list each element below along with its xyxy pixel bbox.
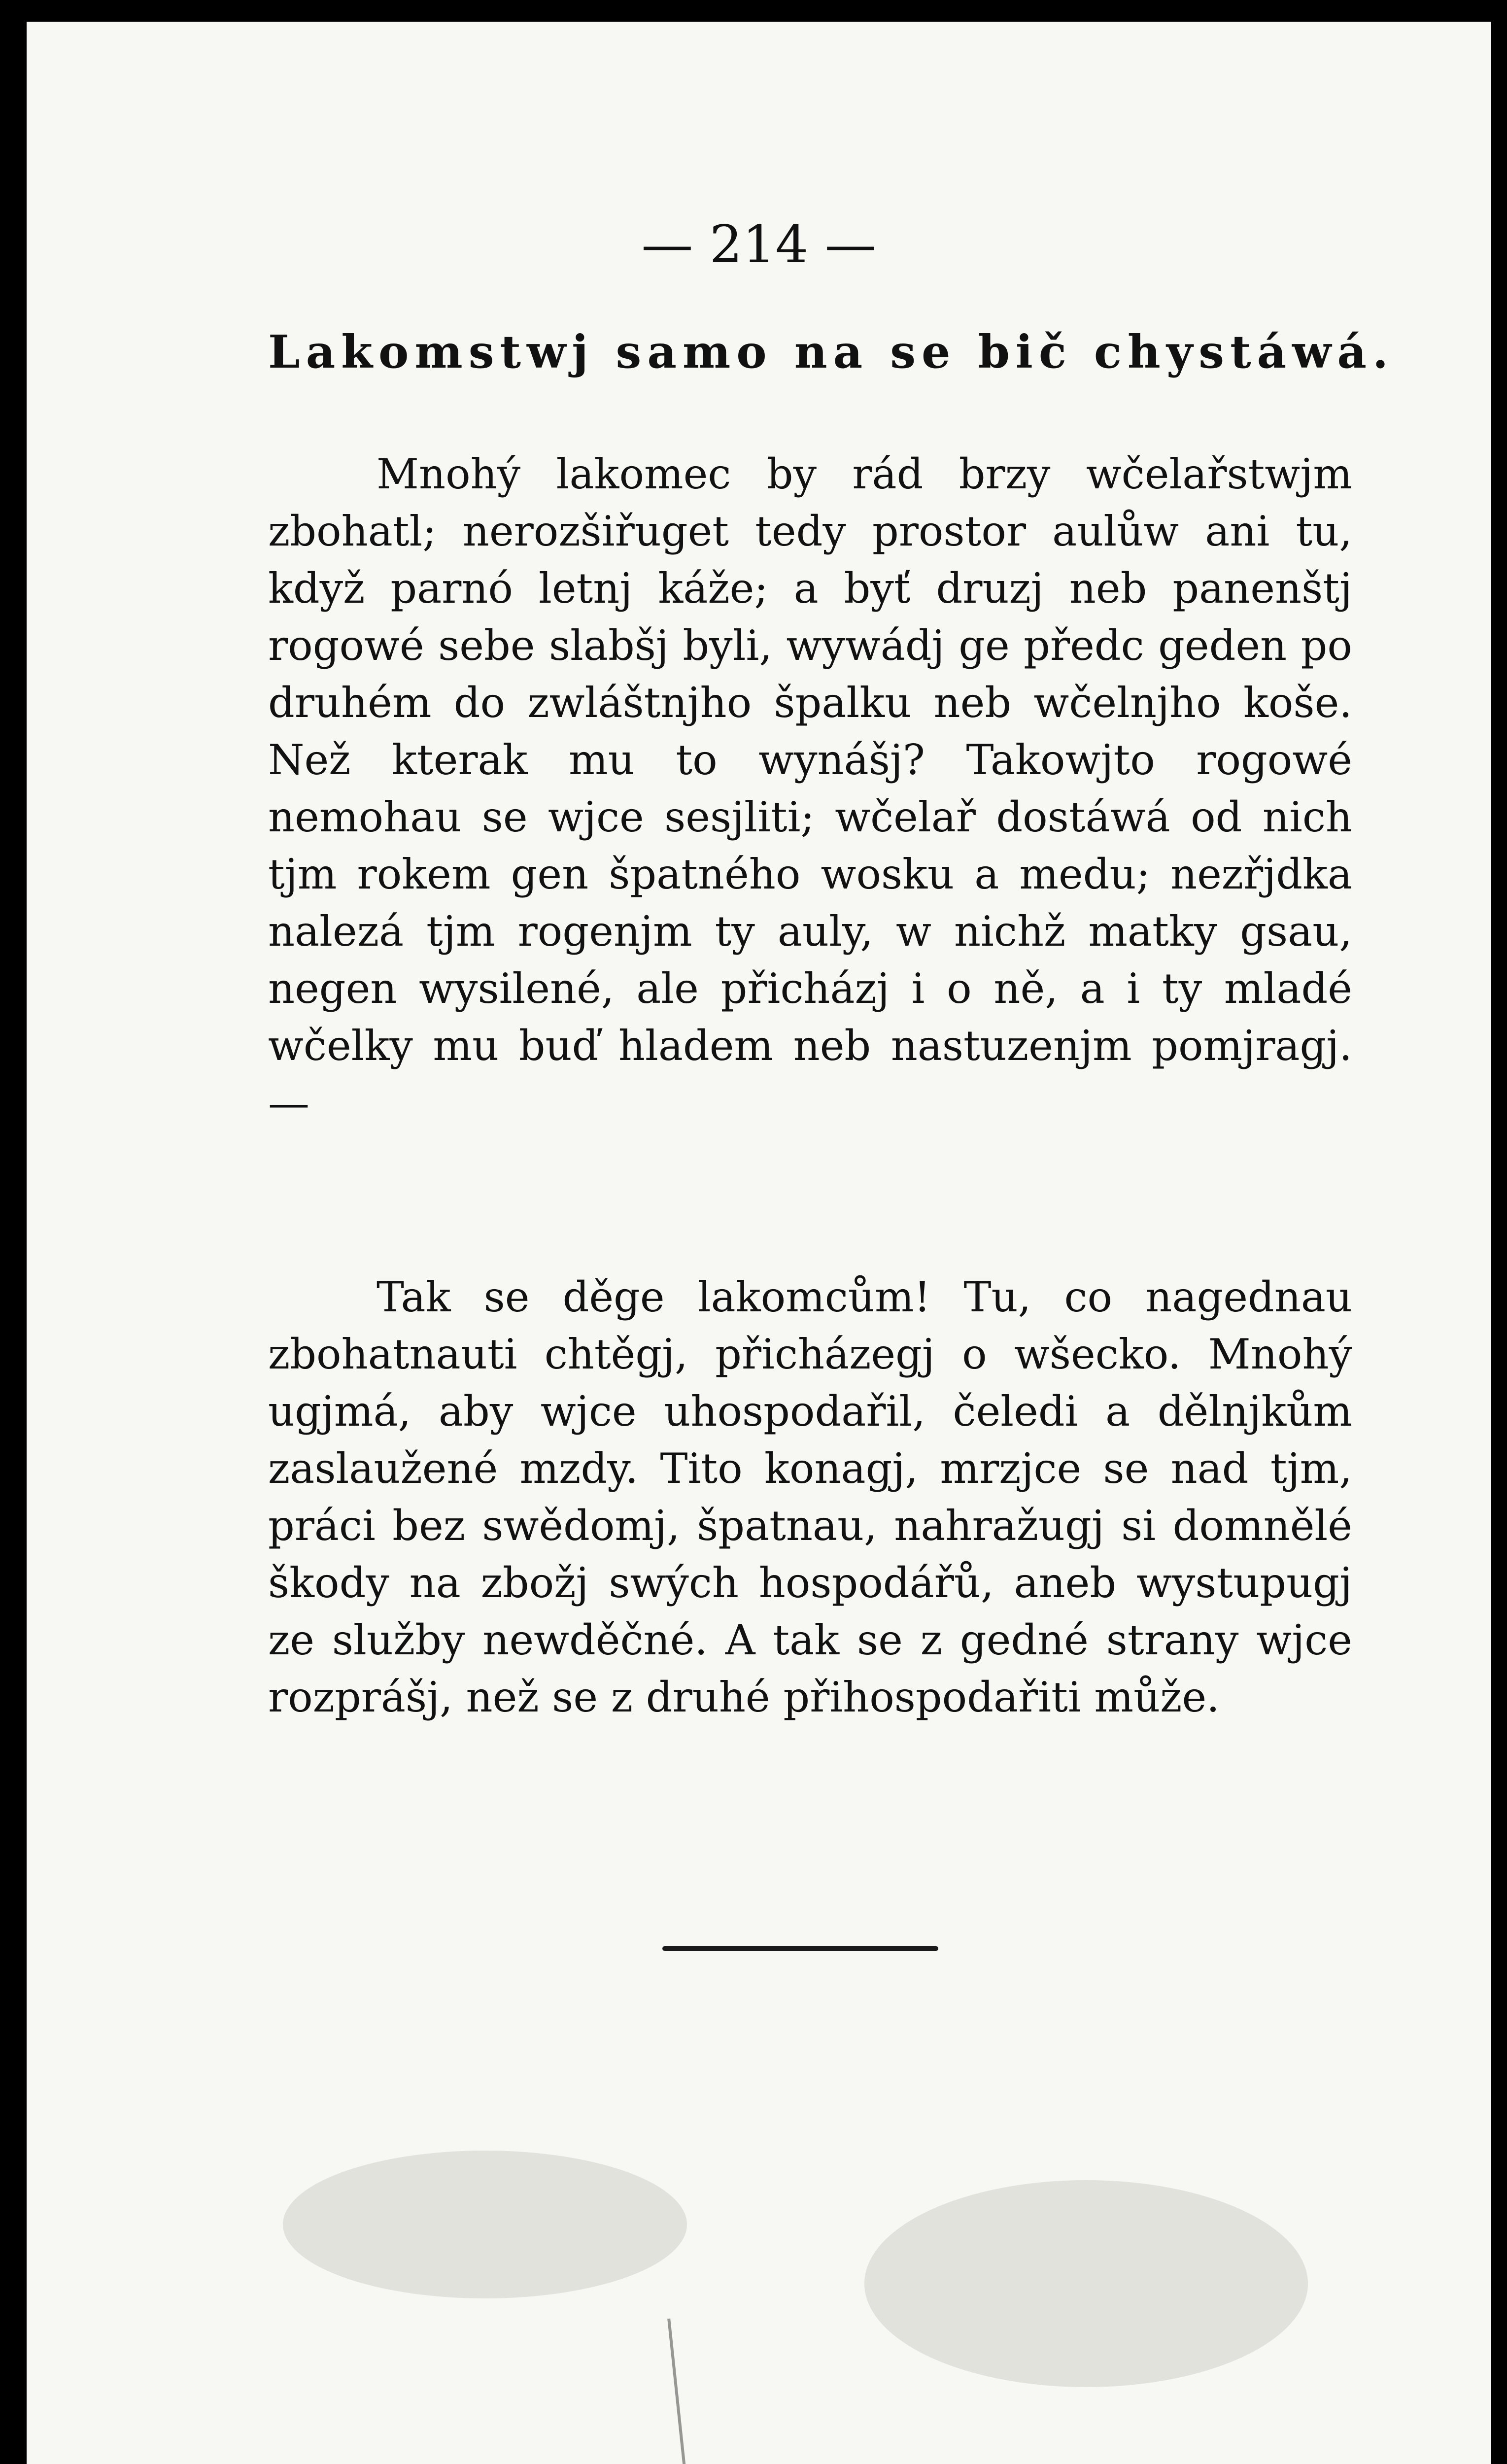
paragraph-2: Tak se děge lakomcům! Tu, co nagednau zbohatnauti chtěgj, přicházegj o wšecko. Mnohý ugjmá, aby wjce uhospodařil, čeledi a dělnjkům zaslaužené mzdy. Tito konagj, mrzjce se nad tjm, práci bez swědomj, špatnau, nahražugj si domnělé škody na zbožj swých hospodářů, aneb wystupugj ze služby newděčné. A tak se z gedné strany wjce rozprášj, než se z druhé přihospodařiti může. [268, 1273, 1352, 1721]
paragraph-1: Mnohý lakomec by rád brzy wčelařstwjm zbohatl; nerozšiřuget tedy prostor aulůw ani tu, když parnó letnj káže; a byť druzj neb panenštj rogowé sebe slabšj byli, wywádj ge předc geden po druhém do zwláštnjho špalku neb wčelnjho koše. Než kterak mu to wynášj? Takowjto rogowé nemohau se wjce sesjliti; wčelař dostáwá od nich tjm rokem gen špatného wosku a medu; nezřjdka nalezá tjm rogenjm ty auly, w nichž matky gsau, negen wysilené, ale přicházj i o ně, a i ty mladé wčelky mu buď hladem neb nastuzenjm pomjragj. — [268, 450, 1352, 1127]
paper-crease [667, 2319, 690, 2464]
book-page [27, 22, 1491, 2464]
page-number: — 214 — [641, 214, 877, 274]
paper-stain [283, 2151, 687, 2298]
section-title: Lakomstwj samo na se bič chystáwá. [268, 325, 1395, 378]
paper-stain [864, 2180, 1308, 2387]
section-end-rule [662, 1946, 938, 1951]
